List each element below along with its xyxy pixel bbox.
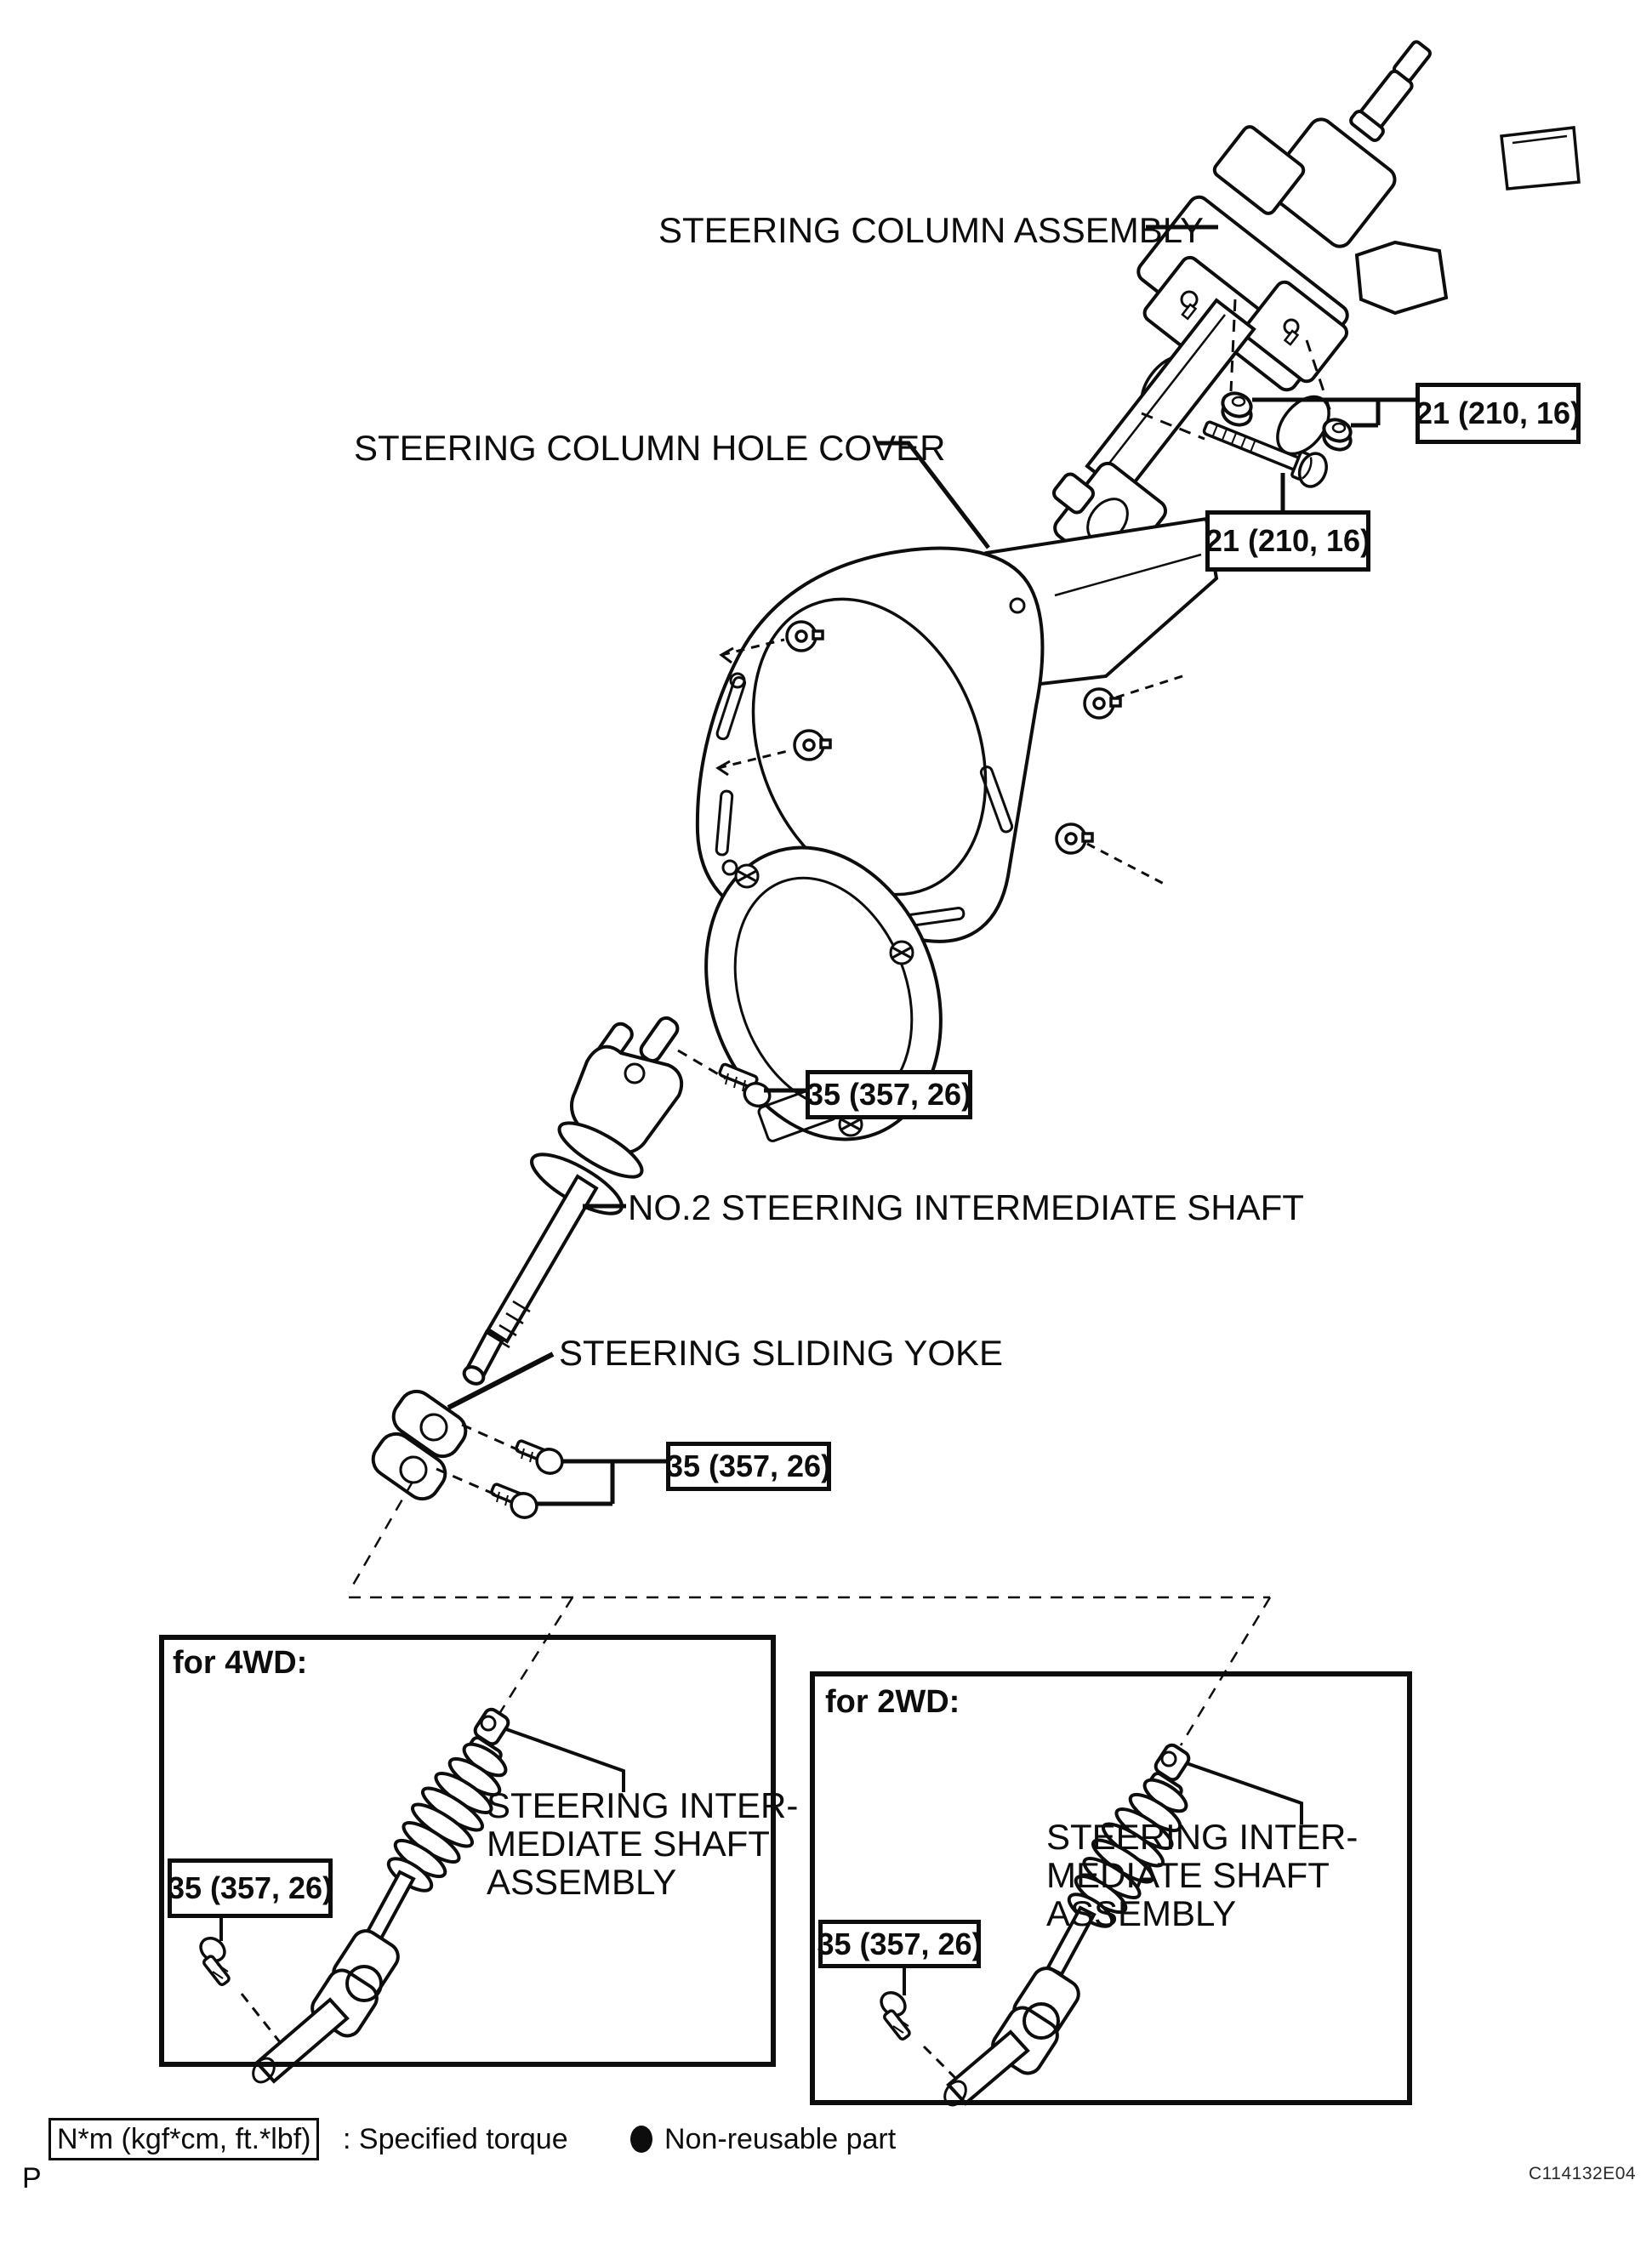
legend-specified-torque: : Specified torque	[343, 2123, 568, 2155]
label-line: MEDIATE SHAFT	[487, 1824, 770, 1864]
yoke-bolt-1	[516, 1440, 566, 1477]
torque-value: 35 (357, 26)	[665, 1449, 832, 1483]
panel-2wd-title: for 2WD:	[825, 1684, 960, 1720]
label-steering-sliding-yoke: STEERING SLIDING YOKE	[559, 1333, 1004, 1373]
non-reusable-bullet-icon	[628, 2123, 658, 2157]
legend-non-reusable: Non-reusable part	[664, 2123, 897, 2155]
label-line: STEERING INTER-	[1046, 1817, 1359, 1857]
label-line: STEERING INTER-	[487, 1785, 799, 1825]
column-bolt	[1199, 411, 1331, 491]
torque-value: 35 (357, 26)	[806, 1077, 972, 1112]
label-steering-column-hole-cover: STEERING COLUMN HOLE COVER	[354, 428, 946, 468]
label-line: ASSEMBLY	[487, 1862, 677, 1902]
grommet-3	[1085, 689, 1120, 718]
torque-box-column-nuts	[1416, 383, 1581, 444]
label-no2-intermediate-shaft: NO.2 STEERING INTERMEDIATE SHAFT	[628, 1187, 1304, 1227]
torque-value: 35 (357, 26)	[817, 1926, 983, 1961]
column-mount-nut-2	[1321, 416, 1353, 453]
grommet-4	[1057, 824, 1092, 853]
torque-value: 21 (210, 16)	[1205, 523, 1371, 558]
torque-box-4wd-bolt	[168, 1858, 333, 1918]
label-line: ASSEMBLY	[1046, 1893, 1237, 1933]
label-line: MEDIATE SHAFT	[1046, 1855, 1330, 1895]
torque-value: 35 (357, 26)	[167, 1870, 333, 1905]
torque-box-no2-bolt	[806, 1070, 972, 1119]
legend-torque-unit: N*m (kgf*cm, ft.*lbf)	[57, 2122, 311, 2155]
label-2wd-intermediate-shaft-assembly	[1046, 1818, 1358, 1932]
torque-box-yoke-bolts	[666, 1442, 831, 1491]
panel-4wd-title: for 4WD:	[173, 1645, 308, 1681]
label-steering-column-assembly: STEERING COLUMN ASSEMBLY	[658, 210, 1205, 250]
torque-box-2wd-bolt	[818, 1920, 981, 1968]
label-4wd-intermediate-shaft-assembly	[487, 1786, 798, 1901]
page-marker: P	[22, 2162, 42, 2194]
torque-value: 21 (210, 16)	[1415, 396, 1581, 430]
column-mount-nut	[1220, 390, 1255, 429]
yoke-bolt-2	[491, 1483, 540, 1522]
legend-torque-unit-box	[48, 2118, 319, 2160]
torque-box-column-bolt	[1205, 510, 1370, 572]
figure-code: C114132E04	[1529, 2164, 1637, 2183]
